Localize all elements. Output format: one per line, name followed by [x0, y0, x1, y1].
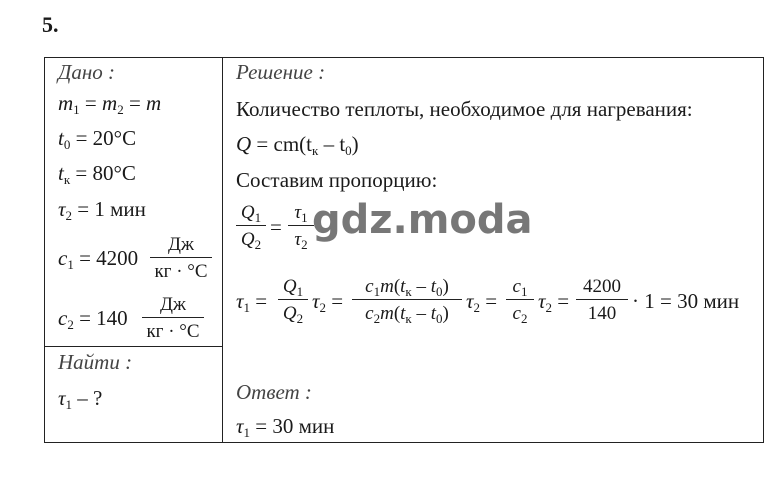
given-initial-temp: $t_0 = 20^\circ C$	[58, 126, 137, 152]
derivation-tau2-b: $\tau_2$ =	[466, 289, 498, 315]
derivation-fraction-q: $Q_1$ $Q_2$	[278, 277, 308, 323]
given-mass-equality: $m_1 = m_2 = m$	[58, 91, 162, 117]
given-c2-unit: Дж кг · °C	[142, 295, 204, 341]
table-divider-vertical	[222, 57, 223, 443]
given-c1: $c_1 = 4200$	[58, 246, 139, 272]
given-time: $\tau_2 = 1$ мин	[58, 197, 146, 223]
derivation-fraction-numeric: 4200 140	[576, 277, 628, 323]
derivation-tau2-a: $\tau_2$ =	[312, 289, 344, 315]
given-heading: Дано :	[58, 60, 116, 84]
given-final-temp: $t_к = 80^\circ C$	[58, 161, 136, 187]
table-divider-horizontal	[44, 346, 223, 347]
find-unknown: $\tau_1$ – ?	[58, 386, 103, 412]
given-c2: $c_2 = 140$	[58, 306, 128, 332]
heat-description: Количество теплоты, необходимое для нагревания:	[236, 97, 693, 121]
proportion-right-fraction: $\tau_1$ $\tau_2$	[288, 203, 314, 249]
answer-value: $\tau_1 = 30$ мин	[236, 414, 335, 440]
derivation-result: · 1 = 30 мин	[632, 289, 740, 313]
proportion-description: Составим пропорцию:	[236, 168, 438, 192]
derivation-tau1: $\tau_1$ =	[236, 289, 268, 315]
derivation-fraction-cm: $c_1m(t_к - t_0)$ $c_2m(t_к - t_0)$	[352, 277, 462, 323]
task-number: 5.	[42, 12, 59, 37]
proportion-left-fraction: $Q_1$ $Q_2$	[236, 203, 266, 249]
answer-heading: Ответ :	[236, 380, 312, 404]
derivation-fraction-c: $c_1$ $c_2$	[506, 277, 534, 323]
solution-heading: Решение :	[236, 60, 326, 84]
find-heading: Найти :	[58, 350, 133, 374]
given-c1-unit: Дж кг · °C	[150, 235, 212, 281]
watermark: gdz.moda	[312, 197, 533, 243]
proportion-equals: =	[270, 215, 282, 239]
derivation-tau2-c: $\tau_2$ =	[538, 289, 570, 315]
heat-formula: $Q = cm(t_к - t_0)$	[236, 132, 359, 158]
